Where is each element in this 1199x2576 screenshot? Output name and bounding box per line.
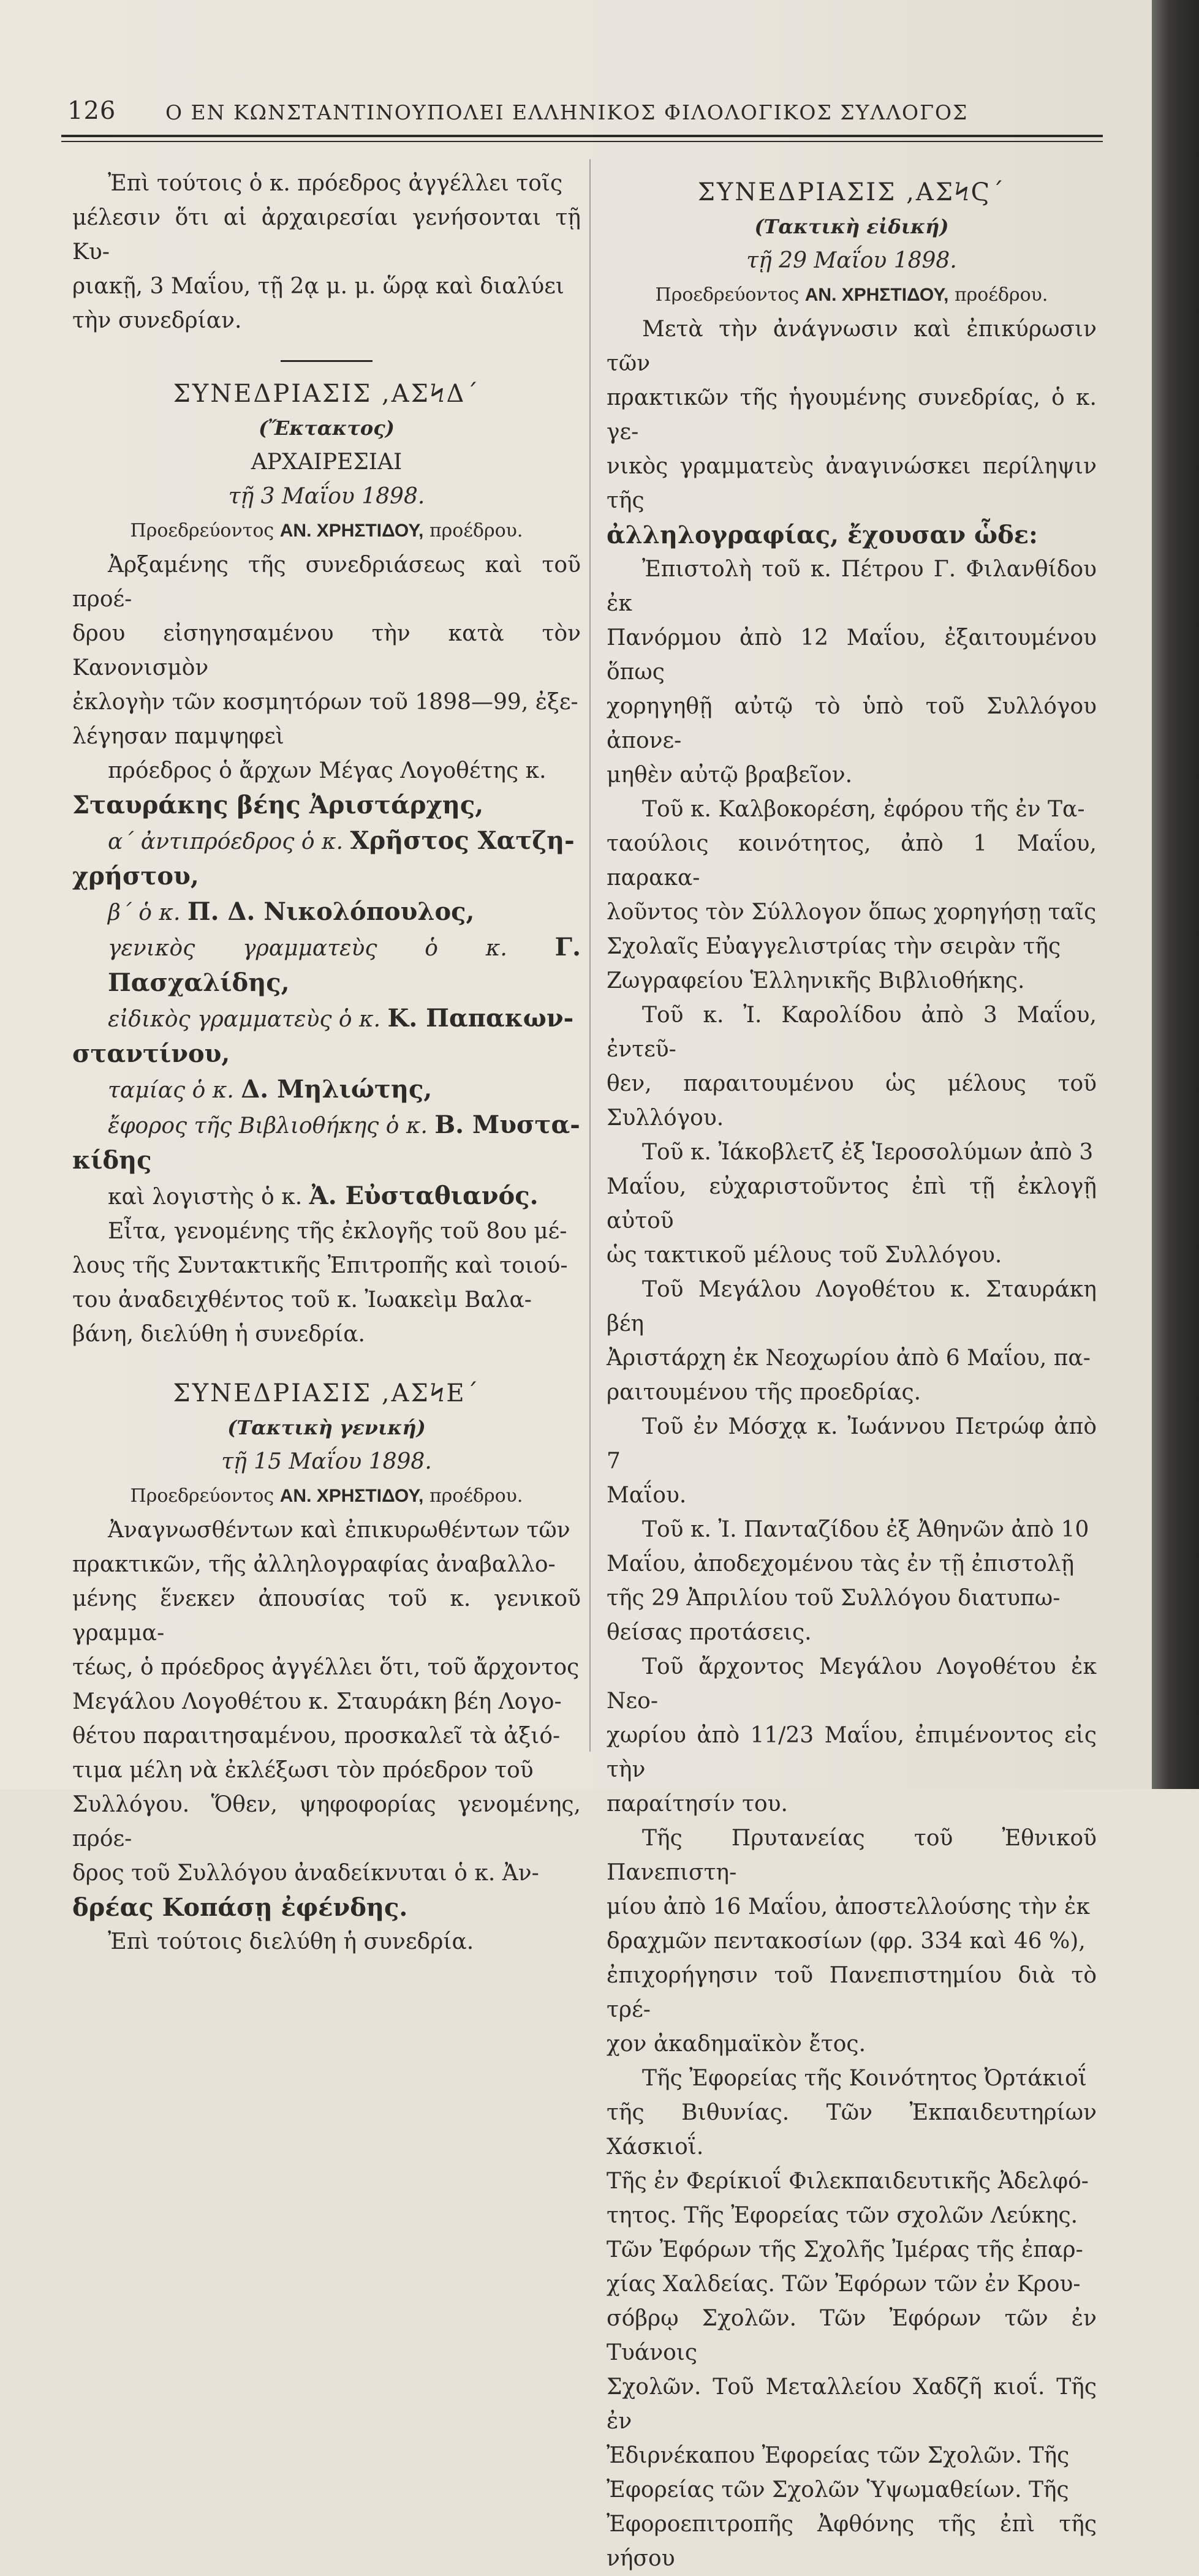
body-line: Τοῦ κ. Καλβοκορέση, ἐφόρου τῆς ἐν Τα- [642, 797, 1085, 822]
body-line: βάνη, διελύθη ἡ συνεδρία. [72, 1322, 366, 1347]
body-line: Εἶτα, γενομένης τῆς ἐκλογῆς τοῦ 8ου μέ- [108, 1219, 567, 1244]
body-line: μηθὲν αὐτῷ βραβεῖον. [607, 763, 853, 788]
election-line [72, 895, 581, 930]
presiding-line [72, 1479, 581, 1513]
section-separator [281, 360, 373, 362]
officer-name: Γ. Πασχαλίδης, [108, 933, 581, 997]
body-line: πρακτικῶν τῆς ἡγουμένης συνεδρίας, ὁ κ. γε- [607, 385, 1097, 445]
body-line: Τῆς Ἐφορείας τῆς Κοινότητος Ὀρτάκιοΐ [642, 2066, 1087, 2091]
body-line: Ἐφορείας τῶν Σχολῶν Ὑψωμαθείων. Τῆς [607, 2477, 1069, 2503]
body-line: λοῦντος τὸν Σύλλογον ὅπως χορηγήσῃ ταῖς [607, 900, 1097, 925]
left-column [72, 167, 581, 1959]
body-line: Τοῦ κ. Ἰ. Πανταζίδου ἐξ Ἀθηνῶν ἀπὸ 10 [642, 1517, 1089, 1542]
body-line: δραχμῶν πεντακοσίων (φρ. 334 καὶ 46 %), [607, 1929, 1086, 1954]
column-divider [589, 159, 591, 1752]
body-line: τητος. Τῆς Ἐφορείας τῶν σχολῶν Λεύκης. [607, 2203, 1078, 2228]
body-line: χον ἀκαδημαϊκὸν ἔτος. [607, 2032, 866, 2057]
election-name [72, 1037, 581, 1072]
body-line: Ἐπὶ τούτοις διελύθη ἡ συνεδρία. [108, 1929, 474, 1954]
officer-name: Σταυράκης βέης Ἀριστάρχης, [72, 791, 484, 819]
session-title: ΣΥΝΕΔΡΙΑΣΙΣ ,ΑΣϞϚ΄ [697, 178, 1006, 206]
intro-line: Ἐπὶ τούτοις ὁ κ. πρόεδρος ἀγγέλλει τοῖς [108, 171, 563, 196]
election-name [72, 1143, 581, 1179]
body-line: ταούλοις κοινότητος, ἀπὸ 1 Μαΐου, παρακα- [607, 831, 1097, 891]
body-line: Τῆς ἐν Φερίκιοΐ Φιλεκπαιδευτικῆς Ἀδελφό- [607, 2169, 1089, 2194]
body-line: λέγησαν παμψηφεὶ [72, 724, 284, 749]
session-topic: ΑΡΧΑΙΡΕΣΙΑΙ [251, 450, 403, 475]
body-line: χορηγηθῇ αὐτῷ τὸ ὑπὸ τοῦ Συλλόγου ἀπονε- [607, 694, 1097, 753]
president-role: προέδρου. [429, 1485, 523, 1507]
officer-role: ταμίας ὁ κ. [108, 1078, 241, 1103]
body-line: Σχολαῖς Εὐαγγελιστρίας τὴν σειρὰν τῆς [607, 934, 1061, 959]
body-line: δρος τοῦ Συλλόγου ἀναδείκνυται ὁ κ. Ἀν- [72, 1861, 539, 1886]
body-line: Συλλόγου. Ὅθεν, ψηφοφορίας γενομένης, πρόε- [72, 1792, 581, 1851]
body-line: Τοῦ κ. Ἰάκοβλετζ ἐξ Ἱεροσολύμων ἀπὸ 3 [642, 1140, 1094, 1165]
officer-name: Κ. Παπακων- [387, 1004, 574, 1033]
body-line: πρακτικῶν, τῆς ἀλληλογραφίας ἀναβαλλο- [72, 1552, 556, 1577]
body-line: θείσας προτάσεις. [607, 1620, 812, 1645]
body-line: Τοῦ ἐν Μόσχᾳ κ. Ἰωάννου Πετρώφ ἀπὸ 7 [607, 1414, 1097, 1474]
president-role: προέδρου. [429, 520, 523, 541]
officer-name: Χρῆστος Χατζη- [350, 826, 575, 855]
body-line: ἐπιχορήγησιν τοῦ Πανεπιστημίου διὰ τὸ τρέ- [607, 1963, 1097, 2022]
presiding-label: Προεδρεύοντος [655, 284, 800, 306]
election-name [72, 788, 581, 824]
body-line: τέως, ὁ πρόεδρος ἀγγέλλει ὅτι, τοῦ ἄρχοντος [72, 1655, 580, 1680]
session-type: (Τακτικὴ εἰδική) [754, 215, 949, 238]
officer-name: Π. Δ. Νικολόπουλος, [187, 897, 475, 926]
officer-name: Δ. Μηλιώτης, [241, 1075, 433, 1104]
body-line: Ἐπιστολὴ τοῦ κ. Πέτρου Γ. Φιλανθίδου ἐκ [607, 557, 1097, 616]
body-line: ὡς τακτικοῦ μέλους τοῦ Συλλόγου. [607, 1243, 1002, 1268]
page-number: 126 [67, 97, 116, 125]
body-line: Μαΐου. [607, 1483, 687, 1508]
election-line [72, 1179, 581, 1215]
officer-name: σταντίνου, [72, 1039, 230, 1068]
body-line: Τῆς Πρυτανείας τοῦ Ἐθνικοῦ Πανεπιστη- [607, 1826, 1097, 1885]
body-line: νικὸς γραμματεὺς ἀναγινώσκει περίληψιν τῆς [607, 454, 1097, 513]
president-name: ΑΝ. ΧΡΗΣΤΙΔΟΥ, [279, 521, 424, 541]
session-title: ΣΥΝΕΔΡΙΑΣΙΣ ,ΑΣϞΕ΄ [173, 1379, 480, 1407]
officer-role: α΄ ἀντιπρόεδρος ὁ κ. [108, 829, 350, 854]
officer-role: β΄ ὁ κ. [108, 900, 187, 925]
body-line: Πανόρμου ἀπὸ 12 Μαΐου, ἐξαιτουμένου ὅπως [607, 625, 1097, 685]
election-name [72, 859, 581, 895]
body-line: Ἀριστάρχη ἐκ Νεοχωρίου ἀπὸ 6 Μαΐου, πα- [607, 1346, 1091, 1371]
running-header [67, 92, 1097, 129]
body-line: Ἀρξαμένης τῆς συνεδριάσεως καὶ τοῦ προέ- [72, 552, 581, 612]
election-line: πρόεδρος ὁ ἄρχων Μέγας Λογοθέτης κ. [108, 758, 547, 783]
header-rule-thin [61, 141, 1103, 142]
header-title: Ο ΕΝ ΚΩΝΣΤΑΝΤΙΝΟΥΠΟΛΕΙ ΕΛΛΗΝΙΚΟΣ ΦΙΛΟΛΟΓΙΚΟΣ ΣΥΛΛΟΓΟΣ [165, 100, 969, 124]
election-line [72, 1108, 581, 1143]
presiding-line [72, 514, 581, 548]
right-column [607, 167, 1097, 2576]
body-line: Μαΐου, εὐχαριστοῦντος ἐπὶ τῇ ἐκλογῇ αὐτοῦ [607, 1174, 1097, 1233]
session-date: τῇ 15 Μαΐου 1898. [221, 1449, 432, 1474]
session-type: (Ἔκτακτος) [259, 416, 395, 440]
president-role: προέδρου. [954, 284, 1048, 306]
page-edge-shadow [1152, 0, 1199, 1789]
body-line: Ἐδιρνέκαπου Ἐφορείας τῶν Σχολῶν. Τῆς [607, 2443, 1070, 2468]
body-line: Τῶν Ἐφόρων τῆς Σχολῆς Ἰμέρας τῆς ἐπαρ- [607, 2237, 1083, 2262]
body-line: Σχολῶν. Τοῦ Μεταλλείου Χαδζῆ κιοΐ. Τῆς ἐν [607, 2375, 1097, 2434]
body-line: τῆς Βιθυνίας. Τῶν Ἐκπαιδευτηρίων Χάσκιοΐ. [607, 2100, 1097, 2160]
body-line: μίου ἀπὸ 16 Μαΐου, ἀποστελλούσης τὴν ἐκ [607, 1894, 1090, 1919]
body-line: Τοῦ Μεγάλου Λογοθέτου κ. Σταυράκη βέη [607, 1277, 1097, 1336]
body-line: χίας Χαλδείας. Τῶν Ἐφόρων τῶν ἐν Κρου- [607, 2272, 1081, 2297]
officer-name: χρήστου, [72, 862, 199, 891]
header-rule-thick [61, 135, 1103, 137]
body-line: του ἀναδειχθέντος τοῦ κ. Ἰωακεὶμ Βαλα- [72, 1287, 532, 1312]
session-title: ΣΥΝΕΔΡΙΑΣΙΣ ,ΑΣϞΔ΄ [173, 380, 480, 408]
body-line: Μετὰ τὴν ἀνάγνωσιν καὶ ἐπικύρωσιν τῶν [607, 317, 1097, 376]
body-line: δρέας Κοπάσῃ ἐφένδης. [72, 1893, 408, 1922]
election-line [72, 1072, 581, 1108]
election-line [72, 1001, 581, 1037]
intro-line: ριακῇ, 3 Μαΐου, τῇ 2ᾳ μ. μ. ὥρᾳ καὶ διαλύει [72, 274, 564, 299]
officer-role: εἰδικὸς γραμματεὺς ὁ κ. [108, 1007, 388, 1032]
body-line: Ἐφοροεπιτροπῆς Ἀφθόνης τῆς ἐπὶ τῆς νήσου [607, 2512, 1097, 2571]
body-line: ἐκλογὴν τῶν κοσμητόρων τοῦ 1898—99, ἐξε- [72, 690, 578, 715]
president-name: ΑΝ. ΧΡΗΣΤΙΔΟΥ, [804, 285, 949, 305]
election-line [72, 824, 581, 859]
body-line: μένης ἕνεκεν ἀπουσίας τοῦ κ. γενικοῦ γραμμα- [72, 1586, 581, 1646]
session-date: τῇ 3 Μαΐου 1898. [228, 484, 425, 509]
presiding-label: Προεδρεύοντος [130, 520, 274, 541]
session-date: τῇ 29 Μαΐου 1898. [746, 248, 957, 273]
presiding-label: Προεδρεύοντος [130, 1485, 274, 1507]
body-line: Τοῦ κ. Ἰ. Καρολίδου ἀπὸ 3 Μαΐου, ἐντεῦ- [607, 1003, 1097, 1062]
session-type: (Τακτικὴ γενική) [227, 1416, 426, 1439]
body-line: Τοῦ ἄρχοντος Μεγάλου Λογοθέτου ἐκ Νεο- [607, 1654, 1097, 1714]
officer-role: γενικὸς γραμματεὺς ὁ κ. [108, 936, 555, 961]
body-line: λους τῆς Συντακτικῆς Ἐπιτροπῆς καὶ τοιού- [72, 1253, 568, 1278]
body-line: Ζωγραφείου Ἑλληνικῆς Βιβλιοθήκης. [607, 968, 1025, 993]
intro-line: τὴν συνεδρίαν. [72, 308, 242, 333]
body-line: Μαΐου, ἀποδεχομένου τὰς ἐν τῇ ἐπιστολῇ [607, 1551, 1075, 1576]
presiding-line [607, 278, 1097, 312]
body-line: Μεγάλου Λογοθέτου κ. Σταυράκη βέη Λογο- [72, 1689, 562, 1714]
body-line: θεν, παραιτουμένου ὡς μέλους τοῦ Συλλόγου. [607, 1071, 1097, 1131]
intro-line: μέλεσιν ὅτι αἱ ἀρχαιρεσίαι γενήσονται τῇ Κυ- [72, 205, 581, 265]
body-line: χωρίου ἀπὸ 11/23 Μαΐου, ἐπιμένοντος εἰς τὴν [607, 1723, 1097, 1782]
body-line: τιμα μέλη νὰ ἐκλέξωσι τὸν πρόεδρον τοῦ [72, 1758, 534, 1783]
election-line [72, 930, 581, 1001]
spacer [72, 1352, 581, 1368]
body-line: Ἀναγνωσθέντων καὶ ἐπικυρωθέντων τῶν [108, 1518, 570, 1543]
officer-name: Ἀ. Εὐσταθιανός. [309, 1181, 539, 1210]
officer-name: Β. Μυστα- [434, 1110, 580, 1139]
president-name: ΑΝ. ΧΡΗΣΤΙΔΟΥ, [279, 1486, 424, 1506]
body-line: δρου εἰσηγησαμένου τὴν κατὰ τὸν Κανονισμὸν [72, 621, 581, 680]
body-line: τῆς 29 Ἀπριλίου τοῦ Συλλόγου διατυπω- [607, 1586, 1061, 1611]
officer-role: καὶ λογιστὴς ὁ κ. [108, 1184, 309, 1210]
body-line: ἀλληλογραφίας, ἔχουσαν ὧδε: [607, 521, 1038, 549]
body-line: ραιτουμένου τῆς προεδρίας. [607, 1380, 921, 1405]
officer-role: ἔφορος τῆς Βιβλιοθήκης ὁ κ. [108, 1113, 435, 1139]
body-line: παραίτησίν του. [607, 1791, 788, 1817]
body-line: θέτου παραιτησαμένου, προσκαλεῖ τὰ ἀξιό- [72, 1723, 561, 1749]
body-line: σόβρῳ Σχολῶν. Τῶν Ἐφόρων τῶν ἐν Τυάνοις [607, 2306, 1097, 2365]
officer-name: κίδης [72, 1146, 152, 1175]
